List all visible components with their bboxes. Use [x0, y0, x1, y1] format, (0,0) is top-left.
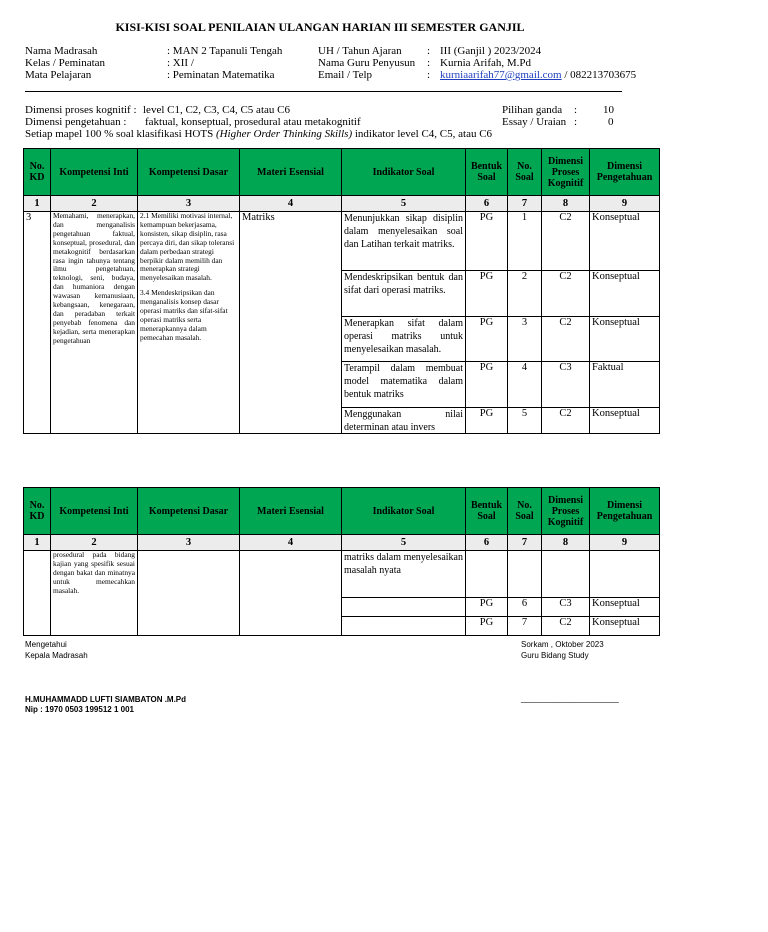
dimensi-proses-cell: C3: [542, 598, 590, 617]
col-number: 3: [138, 535, 240, 551]
col-number: 6: [466, 535, 508, 551]
sig-name: H.MUHAMMADD LUFTI SIAMBATON .M.Pd: [25, 695, 187, 704]
dimensi-proses-value: level C1, C2, C3, C4, C5 atau C6: [143, 104, 290, 116]
sig-nip: Nip : 1970 0503 199512 1 001: [25, 705, 134, 714]
header-dimensi-proses: Dimensi Proses Kognitif: [542, 488, 590, 535]
bentuk-soal-cell: PG: [466, 362, 508, 408]
header-dimensi-proses: Dimensi Proses Kognitif: [542, 149, 590, 196]
col-number: 9: [590, 535, 660, 551]
kisi-table-page1: [23, 148, 660, 434]
info-value-guru: Kurnia Arifah, M.Pd: [440, 57, 532, 69]
indikator-cell: [342, 551, 466, 598]
table-header-row: [24, 488, 660, 535]
col-number: 1: [24, 196, 51, 212]
info-sep-guru: :: [427, 57, 431, 69]
info-value-kelas: : XII /: [167, 57, 194, 69]
bentuk-soal-cell: PG: [466, 598, 508, 617]
kompetensi-inti-cell: [51, 551, 138, 636]
no-soal-cell: 4: [508, 362, 542, 408]
kompetensi-inti-cell: [51, 212, 138, 434]
dimensi-proses-cell: C2: [542, 271, 590, 317]
kompetensi-dasar-2-1: 2.1 Memiliki motivasi internal, kemampuan bekerjasama, konsisten, sikap disiplin, rasa percaya diri, dan sikap toleransi dalam perbedaan strategi berpikir dalam memilih dan menerapkan strategi menyelesaikan masalah.: [140, 211, 235, 283]
col-number: 7: [508, 535, 542, 551]
materi-esensial-cell: [240, 551, 342, 636]
header-no-kd: No. KD: [24, 149, 51, 196]
no-soal-cell: 1: [508, 212, 542, 271]
sig-blank-line: ______________________: [521, 694, 619, 703]
essay-colon: :: [574, 116, 578, 128]
kompetensi-dasar-cell: [138, 212, 240, 434]
col-number: 5: [342, 535, 466, 551]
info-value-mapel: : Peminatan Matematika: [167, 69, 275, 81]
dimensi-pengetahuan-cell: Konseptual: [590, 598, 660, 617]
dimensi-proses-cell: [542, 551, 590, 598]
header-bentuk-soal: Bentuk Soal: [466, 149, 508, 196]
dimensi-pengetahuan-cell: [590, 551, 660, 598]
materi-esensial-cell: Matriks: [240, 212, 342, 434]
sig-place-date: Sorkam , Oktober 2023: [521, 640, 604, 649]
info-label-madrasah: Nama Madrasah: [25, 45, 98, 57]
info-sep-uh: :: [427, 45, 431, 57]
dimensi-proses-cell: C2: [542, 617, 590, 636]
dimensi-proses-cell: C2: [542, 212, 590, 271]
header-kompetensi-inti: Kompetensi Inti: [51, 149, 138, 196]
header-indikator-soal: Indikator Soal: [342, 149, 466, 196]
info-value-madrasah: : MAN 2 Tapanuli Tengah: [167, 45, 283, 57]
col-number: 3: [138, 196, 240, 212]
dimensi-pengetahuan-cell: Faktual: [590, 362, 660, 408]
header-divider: [25, 91, 622, 92]
info-label-guru: Nama Guru Penyusun: [318, 57, 416, 69]
no-soal-cell: 2: [508, 271, 542, 317]
col-number: 4: [240, 196, 342, 212]
sig-mengetahui: Mengetahui: [25, 640, 67, 649]
no-soal-cell: 3: [508, 317, 542, 362]
header-materi-esensial: Materi Esensial: [240, 488, 342, 535]
indikator-cell: [342, 317, 466, 362]
column-number-row: [24, 535, 660, 551]
bentuk-soal-cell: PG: [466, 408, 508, 434]
table-header-row: [24, 149, 660, 196]
kompetensi-inti-text: Memahami, menerapkan, dan menganalisis pengetahuan faktual, konseptual, prosedural, dan metakognitif berdasarkan rasa ingin tahunya tentang ilmu pengetahuan, teknologi, seni, budaya, dan humaniora dengan wawasan kemanusiaan, kebangsaan, kenegaraan, dan peradaban terkait penyebab fenomena dan kejadian, serta menerapkan pengetahuan: [53, 212, 135, 345]
indikator-cell: [342, 617, 466, 636]
no-soal-cell: 7: [508, 617, 542, 636]
col-number: 4: [240, 535, 342, 551]
indikator-text: Menunjukkan sikap disiplin dalam menyelesaikan soal dan Latihan terkait matriks.: [344, 213, 463, 250]
info-label-email: Email / Telp: [318, 69, 373, 81]
info-value-uh: III (Ganjil ) 2023/2024: [440, 45, 542, 57]
dimensi-proses-cell: C2: [542, 408, 590, 434]
bentuk-soal-cell: PG: [466, 317, 508, 362]
dimensi-proses-label: Dimensi proses kognitif :: [25, 104, 137, 116]
document-title: KISI-KISI SOAL PENILAIAN ULANGAN HARIAN III SEMESTER GANJIL: [115, 20, 525, 34]
no-soal-cell: [508, 551, 542, 598]
indikator-cell: [342, 598, 466, 617]
pilihan-ganda-label: Pilihan ganda: [502, 104, 563, 116]
info-label-mapel: Mata Pelajaran: [25, 69, 92, 81]
essay-label: Essay / Uraian: [502, 116, 567, 128]
kompetensi-dasar-3-4: 3.4 Mendeskripsikan dan menganalisis konsep dasar operasi matriks dan sifat-sifat operasi matriks serta menerapkannya dalam pemecahan masalah.: [140, 288, 228, 342]
indikator-text: Menggunakan nilai determinan atau invers: [344, 409, 463, 433]
col-number: 5: [342, 196, 466, 212]
bentuk-soal-cell: PG: [466, 271, 508, 317]
hots-note: [25, 129, 492, 141]
header-bentuk-soal: Bentuk Soal: [466, 488, 508, 535]
header-kompetensi-dasar: Kompetensi Dasar: [138, 488, 240, 535]
indikator-cell: [342, 271, 466, 317]
dimensi-pengetahuan-cell: Konseptual: [590, 617, 660, 636]
header-no-soal: No. Soal: [508, 149, 542, 196]
dimensi-pengetahuan-cell: Konseptual: [590, 212, 660, 271]
column-number-row: [24, 196, 660, 212]
header-dimensi-pengetahuan: Dimensi Pengetahuan: [590, 488, 660, 535]
sig-guru-bidang: Guru Bidang Study: [521, 651, 589, 660]
no-soal-cell: 5: [508, 408, 542, 434]
indikator-text: Terampil dalam membuat model matematika dalam bentuk matriks: [344, 363, 463, 400]
info-label-kelas: Kelas / Peminatan: [25, 57, 106, 69]
email-phone-line: [440, 70, 636, 82]
indikator-text: matriks dalam menyelesaikan masalah nyata: [344, 552, 463, 576]
indikator-cell: [342, 408, 466, 434]
col-number: 2: [51, 535, 138, 551]
dimensi-pengetahuan-cell: Konseptual: [590, 408, 660, 434]
header-kompetensi-dasar: Kompetensi Dasar: [138, 149, 240, 196]
bentuk-soal-cell: PG: [466, 617, 508, 636]
dimensi-pengetahuan-cell: Konseptual: [590, 317, 660, 362]
hots-prefix: Setiap mapel 100 % soal klasifikasi HOTS: [25, 128, 216, 140]
header-indikator-soal: Indikator Soal: [342, 488, 466, 535]
email-link[interactable]: kurniaarifah77@gmail.com: [440, 69, 562, 81]
bentuk-soal-cell: PG: [466, 212, 508, 271]
dimensi-pengetahuan-value: faktual, konseptual, prosedural atau metakognitif: [145, 116, 361, 128]
info-sep-email: :: [427, 69, 431, 81]
pilihan-ganda-value: 10: [603, 104, 614, 116]
kd-number-cell: [24, 551, 51, 636]
kisi-table-page2: [23, 487, 660, 636]
pilihan-ganda-colon: :: [574, 104, 578, 116]
sig-kepala-madrasah: Kepala Madrasah: [25, 651, 88, 660]
kompetensi-dasar-cell: [138, 551, 240, 636]
col-number: 9: [590, 196, 660, 212]
col-number: 7: [508, 196, 542, 212]
table-row: [24, 551, 660, 598]
hots-italic: (Higher Order Thinking Skills): [215, 128, 353, 140]
info-label-uh: UH / Tahun Ajaran: [318, 45, 402, 57]
bentuk-soal-cell: [466, 551, 508, 598]
dimensi-pengetahuan-label: Dimensi pengetahuan :: [25, 116, 127, 128]
indikator-cell: [342, 362, 466, 408]
header-no-soal: No. Soal: [508, 488, 542, 535]
col-number: 6: [466, 196, 508, 212]
indikator-cell: [342, 212, 466, 271]
kd-number-cell: 3: [24, 212, 51, 434]
dimensi-proses-cell: C2: [542, 317, 590, 362]
indikator-text: Menerapkan sifat dalam operasi matriks untuk menyelesaikan masalah.: [344, 318, 463, 355]
dimensi-proses-cell: C3: [542, 362, 590, 408]
indikator-text: Mendeskripsikan bentuk dan sifat dari operasi matriks.: [344, 272, 463, 296]
header-dimensi-pengetahuan: Dimensi Pengetahuan: [590, 149, 660, 196]
col-number: 1: [24, 535, 51, 551]
col-number: 2: [51, 196, 138, 212]
no-soal-cell: 6: [508, 598, 542, 617]
header-kompetensi-inti: Kompetensi Inti: [51, 488, 138, 535]
essay-value: 0: [608, 116, 614, 128]
col-number: 8: [542, 196, 590, 212]
col-number: 8: [542, 535, 590, 551]
hots-suffix: indikator level C4, C5, atau C6: [352, 128, 493, 140]
phone-text: / 082213703675: [561, 69, 637, 81]
table-row: [24, 212, 660, 271]
header-materi-esensial: Materi Esensial: [240, 149, 342, 196]
dimensi-pengetahuan-cell: Konseptual: [590, 271, 660, 317]
kompetensi-inti-text: prosedural pada bidang kajian yang spesifik sesuai dengan bakat dan minatnya untuk memecahkan masalah.: [53, 550, 135, 595]
header-no-kd: No. KD: [24, 488, 51, 535]
